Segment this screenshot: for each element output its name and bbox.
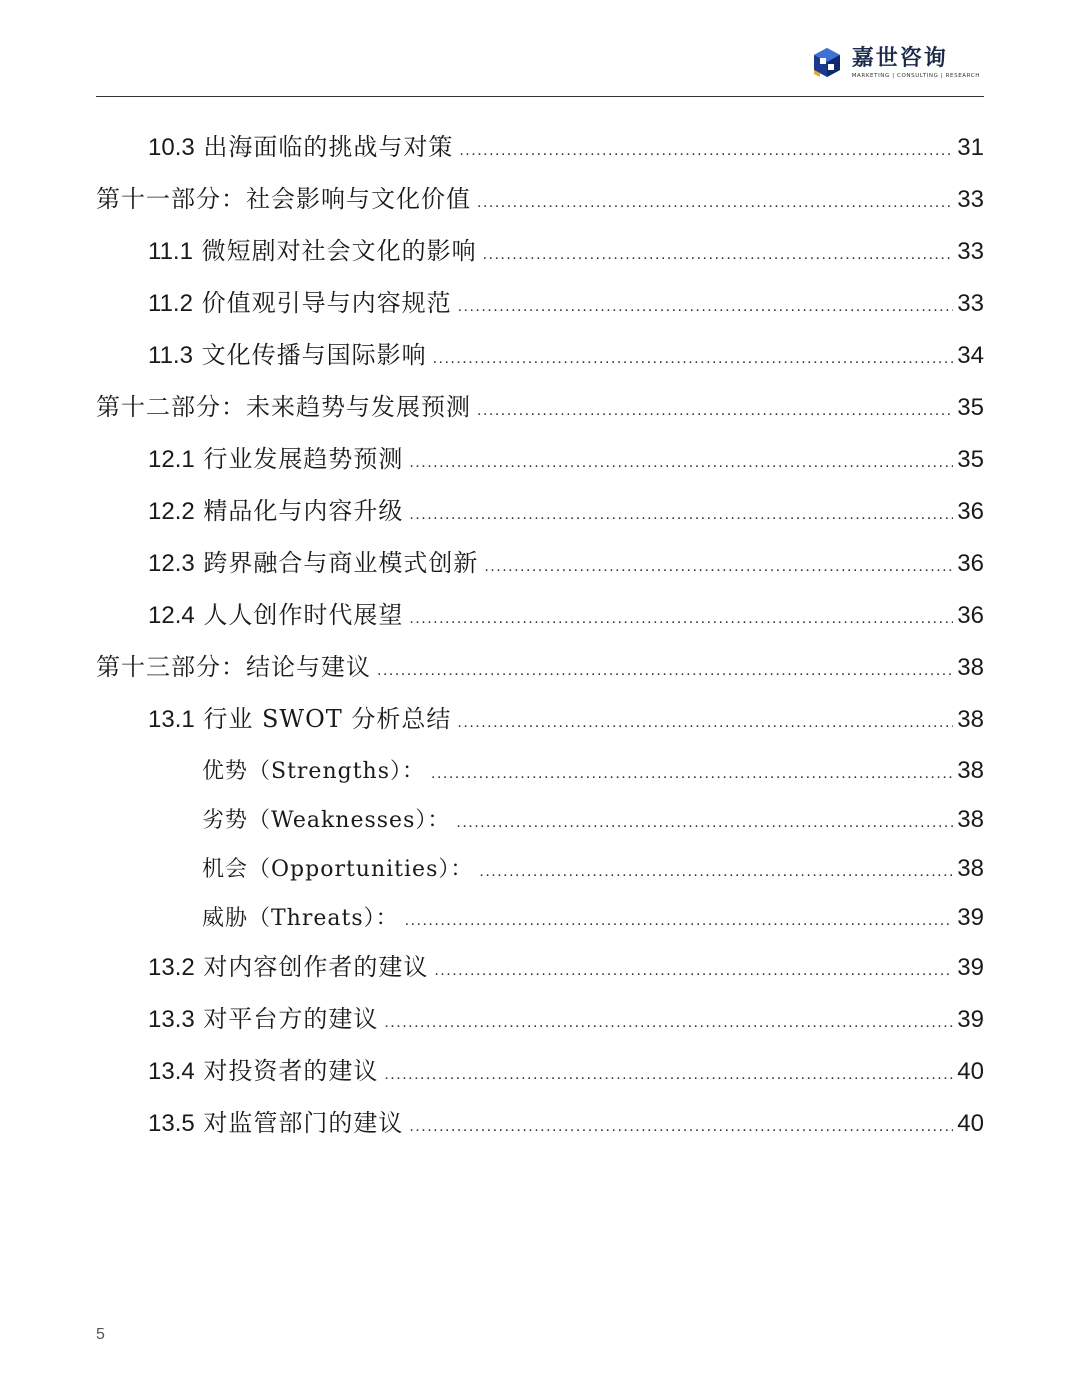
toc-dot-leader bbox=[377, 656, 953, 686]
toc-entry[interactable] bbox=[96, 805, 984, 838]
toc-entry-number: 13.4 bbox=[148, 1058, 195, 1085]
toc-dot-leader bbox=[457, 708, 953, 738]
toc-entry-text: 跨界融合与商业模式创新 bbox=[203, 549, 479, 577]
toc-entry-number: 13.5 bbox=[148, 1110, 195, 1137]
toc-entry-text: 第十一部分：社会影响与文化价值 bbox=[96, 185, 471, 213]
toc-dot-leader bbox=[484, 552, 953, 582]
toc-entry-text: 价值观引导与内容规范 bbox=[201, 289, 452, 317]
toc-entry-page: 40 bbox=[957, 1110, 984, 1137]
toc-entry-text: 第十二部分：未来趋势与发展预测 bbox=[96, 393, 471, 421]
toc-entry-page: 36 bbox=[957, 602, 984, 629]
toc-dot-leader bbox=[477, 188, 953, 218]
toc-entry-title bbox=[96, 184, 471, 214]
toc-entry-title bbox=[148, 1108, 403, 1139]
toc-entry-number: 12.1 bbox=[148, 446, 195, 473]
toc-entry[interactable] bbox=[96, 854, 984, 887]
toc-entry[interactable] bbox=[96, 704, 984, 738]
toc-dot-leader bbox=[405, 906, 954, 936]
company-logo bbox=[810, 46, 980, 80]
toc-entry[interactable] bbox=[96, 132, 984, 166]
toc-entry-page: 38 bbox=[957, 654, 984, 681]
toc-dot-leader bbox=[456, 808, 953, 838]
company-name: 嘉世咨询 bbox=[851, 46, 948, 71]
toc-entry-number: 11.3 bbox=[148, 342, 193, 369]
toc-entry-text: 微短剧对社会文化的影响 bbox=[201, 237, 477, 265]
toc-entry-title bbox=[148, 288, 452, 319]
toc-entry-page: 38 bbox=[957, 757, 984, 784]
toc-entry-text: 文化传播与国际影响 bbox=[201, 341, 427, 369]
toc-entry-number: 13.3 bbox=[148, 1006, 195, 1033]
toc-dot-leader bbox=[459, 136, 953, 166]
toc-entry[interactable] bbox=[96, 952, 984, 986]
toc-entry-title bbox=[148, 444, 403, 475]
toc-entry[interactable] bbox=[96, 236, 984, 270]
toc-entry-page: 39 bbox=[957, 954, 984, 981]
toc-entry-page: 39 bbox=[957, 1006, 984, 1033]
toc-entry[interactable] bbox=[96, 548, 984, 582]
toc-entry-title bbox=[202, 855, 473, 885]
toc-entry[interactable] bbox=[96, 444, 984, 478]
toc-entry[interactable] bbox=[96, 903, 984, 936]
toc-entry-page: 33 bbox=[957, 290, 984, 317]
toc-entry-text: 行业发展趋势预测 bbox=[203, 445, 404, 473]
toc-entry-page: 34 bbox=[957, 342, 984, 369]
toc-dot-leader bbox=[409, 448, 953, 478]
toc-entry-number: 12.2 bbox=[148, 498, 195, 525]
toc-entry-text: 机会（Opportunities）： bbox=[202, 857, 474, 882]
toc-entry-page: 35 bbox=[957, 394, 984, 421]
toc-entry-page: 36 bbox=[957, 498, 984, 525]
toc-entry-title bbox=[96, 652, 371, 682]
toc-entry-title bbox=[202, 904, 399, 934]
toc-dot-leader bbox=[409, 500, 953, 530]
toc-entry-text: 行业 SWOT 分析总结 bbox=[203, 705, 452, 733]
toc-entry-text: 劣势（Weaknesses）： bbox=[202, 808, 451, 833]
toc-entry-text: 出海面临的挑战与对策 bbox=[203, 133, 454, 161]
toc-dot-leader bbox=[409, 1112, 953, 1142]
toc-entry-title bbox=[96, 392, 471, 422]
toc-entry-text: 第十三部分：结论与建议 bbox=[96, 653, 371, 681]
toc-entry[interactable] bbox=[96, 756, 984, 789]
toc-entry-text: 对投资者的建议 bbox=[203, 1057, 379, 1085]
toc-entry-title bbox=[148, 704, 451, 735]
toc-entry-title bbox=[148, 496, 403, 527]
toc-entry-page: 31 bbox=[957, 134, 984, 161]
toc-entry-title bbox=[148, 340, 427, 371]
toc-entry[interactable] bbox=[96, 652, 984, 686]
toc-entry-number: 11.2 bbox=[148, 290, 193, 317]
page-header bbox=[96, 40, 984, 97]
toc-entry-number: 13.2 bbox=[148, 954, 195, 981]
toc-dot-leader bbox=[384, 1060, 953, 1090]
toc-dot-leader bbox=[483, 240, 954, 270]
toc-entry-title bbox=[202, 806, 450, 836]
toc-entry-text: 威胁（Threats）： bbox=[202, 906, 399, 931]
toc-dot-leader bbox=[434, 956, 953, 986]
toc-entry[interactable] bbox=[96, 496, 984, 530]
toc-entry-page: 33 bbox=[957, 238, 984, 265]
toc-entry-text: 优势（Strengths）： bbox=[202, 759, 426, 784]
toc-entry-page: 38 bbox=[957, 806, 984, 833]
toc-entry-page: 33 bbox=[957, 186, 984, 213]
toc-entry-title bbox=[148, 236, 477, 267]
toc-entry-text: 对内容创作者的建议 bbox=[203, 953, 429, 981]
toc-dot-leader bbox=[431, 759, 953, 789]
cube-logo-icon bbox=[810, 46, 844, 80]
toc-entry[interactable] bbox=[96, 1004, 984, 1038]
toc-entry-number: 13.1 bbox=[148, 706, 195, 733]
toc-entry-number: 12.4 bbox=[148, 602, 195, 629]
toc-entry[interactable] bbox=[96, 600, 984, 634]
toc-entry-text: 人人创作时代展望 bbox=[203, 601, 404, 629]
toc-entry-text: 对平台方的建议 bbox=[203, 1005, 379, 1033]
toc-entry-number: 11.1 bbox=[148, 238, 193, 265]
toc-entry[interactable] bbox=[96, 340, 984, 374]
toc-entry-title bbox=[148, 1004, 378, 1035]
toc-dot-leader bbox=[458, 292, 954, 322]
toc-entry-page: 38 bbox=[957, 706, 984, 733]
toc-entry[interactable] bbox=[96, 1056, 984, 1090]
toc-entry-number: 12.3 bbox=[148, 550, 195, 577]
toc-entry[interactable] bbox=[96, 184, 984, 218]
toc-entry-page: 36 bbox=[957, 550, 984, 577]
toc-entry-number: 10.3 bbox=[148, 134, 195, 161]
toc-entry-title bbox=[202, 757, 425, 787]
toc-dot-leader bbox=[409, 604, 953, 634]
page-number: 5 bbox=[96, 1326, 105, 1343]
toc-entry-page: 39 bbox=[957, 904, 984, 931]
toc-entry[interactable] bbox=[96, 1108, 984, 1142]
toc-dot-leader bbox=[384, 1008, 953, 1038]
toc-dot-leader bbox=[477, 396, 953, 426]
toc-dot-leader bbox=[433, 344, 954, 374]
toc-entry-page: 35 bbox=[957, 446, 984, 473]
toc-entry[interactable] bbox=[96, 288, 984, 322]
toc-entry-title bbox=[148, 548, 478, 579]
toc-dot-leader bbox=[479, 857, 953, 887]
toc-entry-title bbox=[148, 952, 428, 983]
toc-entry-page: 38 bbox=[957, 855, 984, 882]
toc-entry-text: 对监管部门的建议 bbox=[203, 1109, 404, 1137]
company-tagline: MARKETING | CONSULTING | RESEARCH bbox=[851, 73, 980, 79]
toc-entry-text: 精品化与内容升级 bbox=[203, 497, 404, 525]
toc-entry-title bbox=[148, 132, 453, 163]
toc-entry-title bbox=[148, 600, 403, 631]
toc-entry[interactable] bbox=[96, 392, 984, 426]
toc-entry-title bbox=[148, 1056, 378, 1087]
toc-entry-page: 40 bbox=[957, 1058, 984, 1085]
